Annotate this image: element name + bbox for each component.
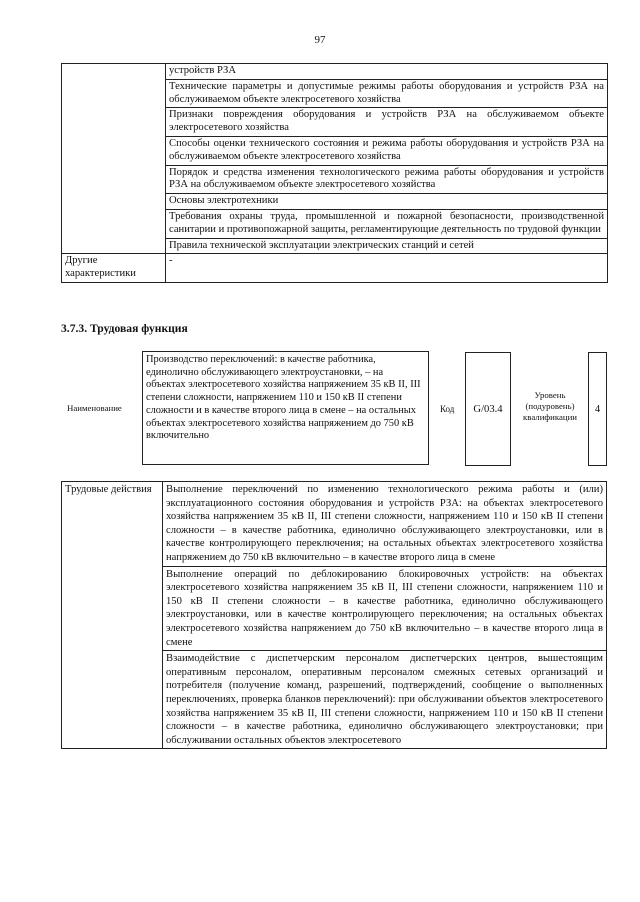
function-name-text: Производство переключений: в качестве работника, единолично обслуживающего электроустановки, – на объектах электросетевого хозяйства напряжением 35 кВ II, III степени сложности, напряжением 110 и 150 кВ II степени сложности и в качестве второго лица в смене – на остальных объектах электросетевого хозяйства напряжением до 750 кВ включительно bbox=[146, 354, 421, 442]
labor-actions-table bbox=[61, 481, 607, 749]
function-name-box bbox=[142, 351, 429, 465]
labor-action-row: Выполнение переключений по изменению технологического режима работы и (или) эксплуатационного состояния оборудования и устройств РЗА: на объектах электросетевого хозяйства напряжением 35 кВ II, III степени сложности, напряжением 110 и 150 кВ II степени сложности – в качестве работника, единолично обслуживающего электроустановки, или в качестве контролирующего переключения; на остальных объектах электросетевого хозяйства напряжением до 750 кВ включительно – в качестве второго лица в смене bbox=[163, 482, 607, 567]
knowledge-row: Технические параметры и допустимые режимы работы оборудования и устройств РЗА на обслуживаемом объекте электросетевого хозяйства bbox=[166, 79, 608, 108]
knowledge-row: устройств РЗА bbox=[166, 64, 608, 80]
knowledge-row: Признаки повреждения оборудования и устройств РЗА на обслуживаемом объекте электросетевого хозяйства bbox=[166, 108, 608, 137]
labor-action-row: Взаимодействие с диспетчерским персоналом диспетчерских центров, вышестоящим оперативным персоналом, оперативным персоналом смежных сетевых организаций и потребителя (получение команд, разрешений, подтверждений, сообщение о выполненных переключениях, проверка бланков переключений): при обслуживании объектов электросетевого хозяйства напряжением 35 кВ II, III степени сложности, напряжением 110 и 150 кВ II степени сложности – в качестве работника, единолично обслуживающего электроустановки; при обслуживании остальных объектов электросетевого bbox=[163, 651, 607, 749]
knowledge-label-cell bbox=[62, 64, 166, 254]
name-label: Наименование bbox=[67, 403, 122, 413]
page-number: 97 bbox=[314, 34, 326, 46]
knowledge-row: Требования охраны труда, промышленной и пожарной безопасности, производственной санитарии и противопожарной защиты, регламентирующие деятельность по трудовой функции bbox=[166, 209, 608, 238]
other-characteristics-label: Другие характеристики bbox=[62, 254, 166, 283]
knowledge-row: Порядок и средства изменения технологического режима работы оборудования и устройств РЗА на обслуживаемом объекте электросетевого хозяйства bbox=[166, 165, 608, 194]
knowledge-table bbox=[61, 63, 608, 283]
other-characteristics-value: - bbox=[166, 254, 608, 283]
knowledge-row: Основы электротехники bbox=[166, 194, 608, 210]
code-value: G/03.4 bbox=[473, 403, 503, 415]
knowledge-row: Правила технической эксплуатации электрических станций и сетей bbox=[166, 238, 608, 254]
labor-action-row: Выполнение операций по деблокированию блокировочных устройств: на объектах электросетевого хозяйства напряжением 35 кВ II, III степени сложности, напряжением 110 и 150 кВ II степени сложности – в качестве работника, единолично обслуживающего электроустановки, или в качестве контролирующего переключения; на остальных объектах электросетевого хозяйства напряжением до 750 кВ включительно – в качестве второго лица в смене bbox=[163, 566, 607, 651]
section-title: 3.7.3. Трудовая функция bbox=[61, 322, 188, 335]
qualification-level-label: Уровень (подуровень) квалификации bbox=[523, 390, 577, 422]
code-label: Код bbox=[440, 404, 455, 414]
knowledge-row: Способы оценки технического состояния и режима работы оборудования и устройств РЗА на обслуживаемом объекте электросетевого хозяйства bbox=[166, 136, 608, 165]
qualification-level-box bbox=[588, 352, 607, 466]
qualification-level-value: 4 bbox=[594, 403, 601, 415]
labor-actions-label: Трудовые действия bbox=[62, 482, 163, 749]
code-box bbox=[465, 352, 511, 466]
